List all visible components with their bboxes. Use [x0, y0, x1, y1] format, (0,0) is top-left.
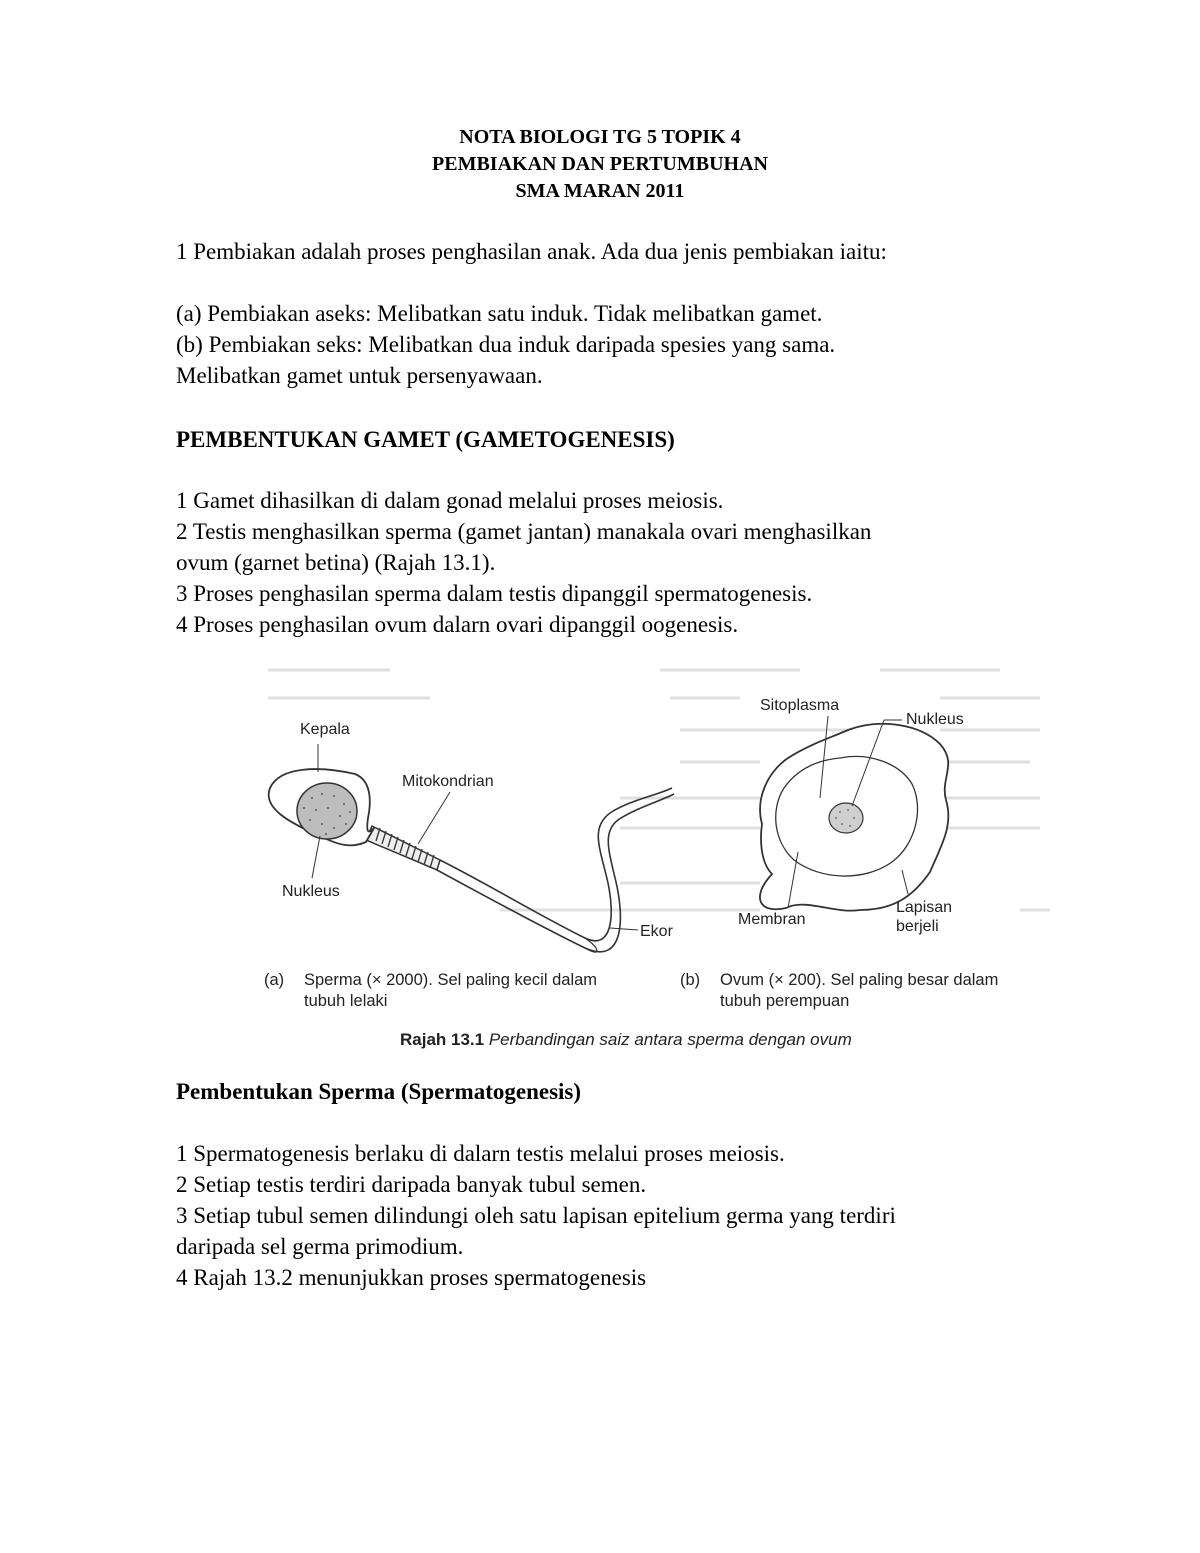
- intro-list: [176, 298, 1076, 391]
- label-nukleus-ovum: Nukleus: [906, 711, 964, 728]
- gametogenesis-item-4: 4 Proses penghasilan ovum dalarn ovari dipanggil oogenesis.: [176, 612, 739, 637]
- section-heading-spermatogenesis: Pembentukan Sperma (Spermatogenesis): [176, 1079, 582, 1104]
- intro-item-b-cont: Melibatkan gamet untuk persenyawaan.: [176, 363, 543, 388]
- label-ekor: Ekor: [640, 923, 673, 940]
- caption-b-line-2: tubuh perempuan: [720, 992, 850, 1010]
- title-line-1: NOTA BIOLOGI TG 5 TOPIK 4: [459, 126, 741, 148]
- gametogenesis-list: [176, 485, 1076, 640]
- label-berjeli: berjeli: [896, 918, 939, 935]
- intro-item-b: (b) Pembiakan seks: Melibatkan dua induk daripada spesies yang sama.: [176, 332, 836, 357]
- spermatogenesis-item-3-cont: daripada sel germa primodium.: [176, 1234, 464, 1259]
- label-nukleus-sperm: Nukleus: [282, 883, 340, 900]
- document-title: [0, 124, 1200, 205]
- title-line-2: PEMBIAKAN DAN PERTUMBUHAN: [432, 153, 768, 175]
- gametogenesis-item-3: 3 Proses penghasilan sperma dalam testis dipanggil spermatogenesis.: [176, 581, 813, 606]
- label-sitoplasma: Sitoplasma: [760, 697, 840, 714]
- intro-item-a: (a) Pembiakan aseks: Melibatkan satu induk. Tidak melibatkan gamet.: [176, 301, 823, 326]
- caption-b-marker: (b): [680, 971, 701, 989]
- figure-sperm-ovum: [240, 648, 1060, 1068]
- spermatogenesis-item-1: 1 Spermatogenesis berlaku di dalarn testis melalui proses meiosis.: [176, 1141, 785, 1166]
- title-line-3: SMA MARAN 2011: [515, 180, 685, 202]
- spermatogenesis-item-3: 3 Setiap tubul semen dilindungi oleh satu lapisan epitelium germa yang terdiri: [176, 1203, 896, 1228]
- spermatogenesis-item-2: 2 Setiap testis terdiri daripada banyak tubul semen.: [176, 1172, 647, 1197]
- label-mitokondrian: Mitokondrian: [402, 773, 494, 790]
- caption-a-line-1: Sperma (× 2000). Sel paling kecil dalam: [304, 971, 598, 989]
- figure-title-number: Rajah 13.1: [400, 1030, 485, 1049]
- caption-a-line-2: tubuh lelaki: [304, 992, 388, 1010]
- spermatogenesis-list: [176, 1138, 1076, 1293]
- intro-paragraph-1: 1 Pembiakan adalah proses penghasilan anak. Ada dua jenis pembiakan iaitu:: [176, 239, 887, 264]
- label-membran: Membran: [738, 911, 806, 928]
- ovum-drawing: [760, 716, 948, 911]
- gametogenesis-item-2: 2 Testis menghasilkan sperma (gamet jantan) manakala ovari menghasilkan: [176, 519, 872, 544]
- label-lapisan: Lapisan: [896, 899, 953, 916]
- figure-title-text: Perbandingan saiz antara sperma dengan ovum: [488, 1030, 852, 1049]
- section-heading-gametogenesis: PEMBENTUKAN GAMET (GAMETOGENESIS): [176, 427, 675, 452]
- label-kepala: Kepala: [300, 721, 350, 738]
- figure-title: [400, 1030, 852, 1050]
- caption-a-marker: (a): [264, 971, 285, 989]
- gametogenesis-item-2-cont: ovum (garnet betina) (Rajah 13.1).: [176, 550, 496, 575]
- caption-b-line-1: Ovum (× 200). Sel paling besar dalam: [720, 971, 999, 989]
- spermatogenesis-item-4: 4 Rajah 13.2 menunjukkan proses spermatogenesis: [176, 1265, 647, 1290]
- gametogenesis-item-1: 1 Gamet dihasilkan di dalam gonad melalui proses meiosis.: [176, 488, 724, 513]
